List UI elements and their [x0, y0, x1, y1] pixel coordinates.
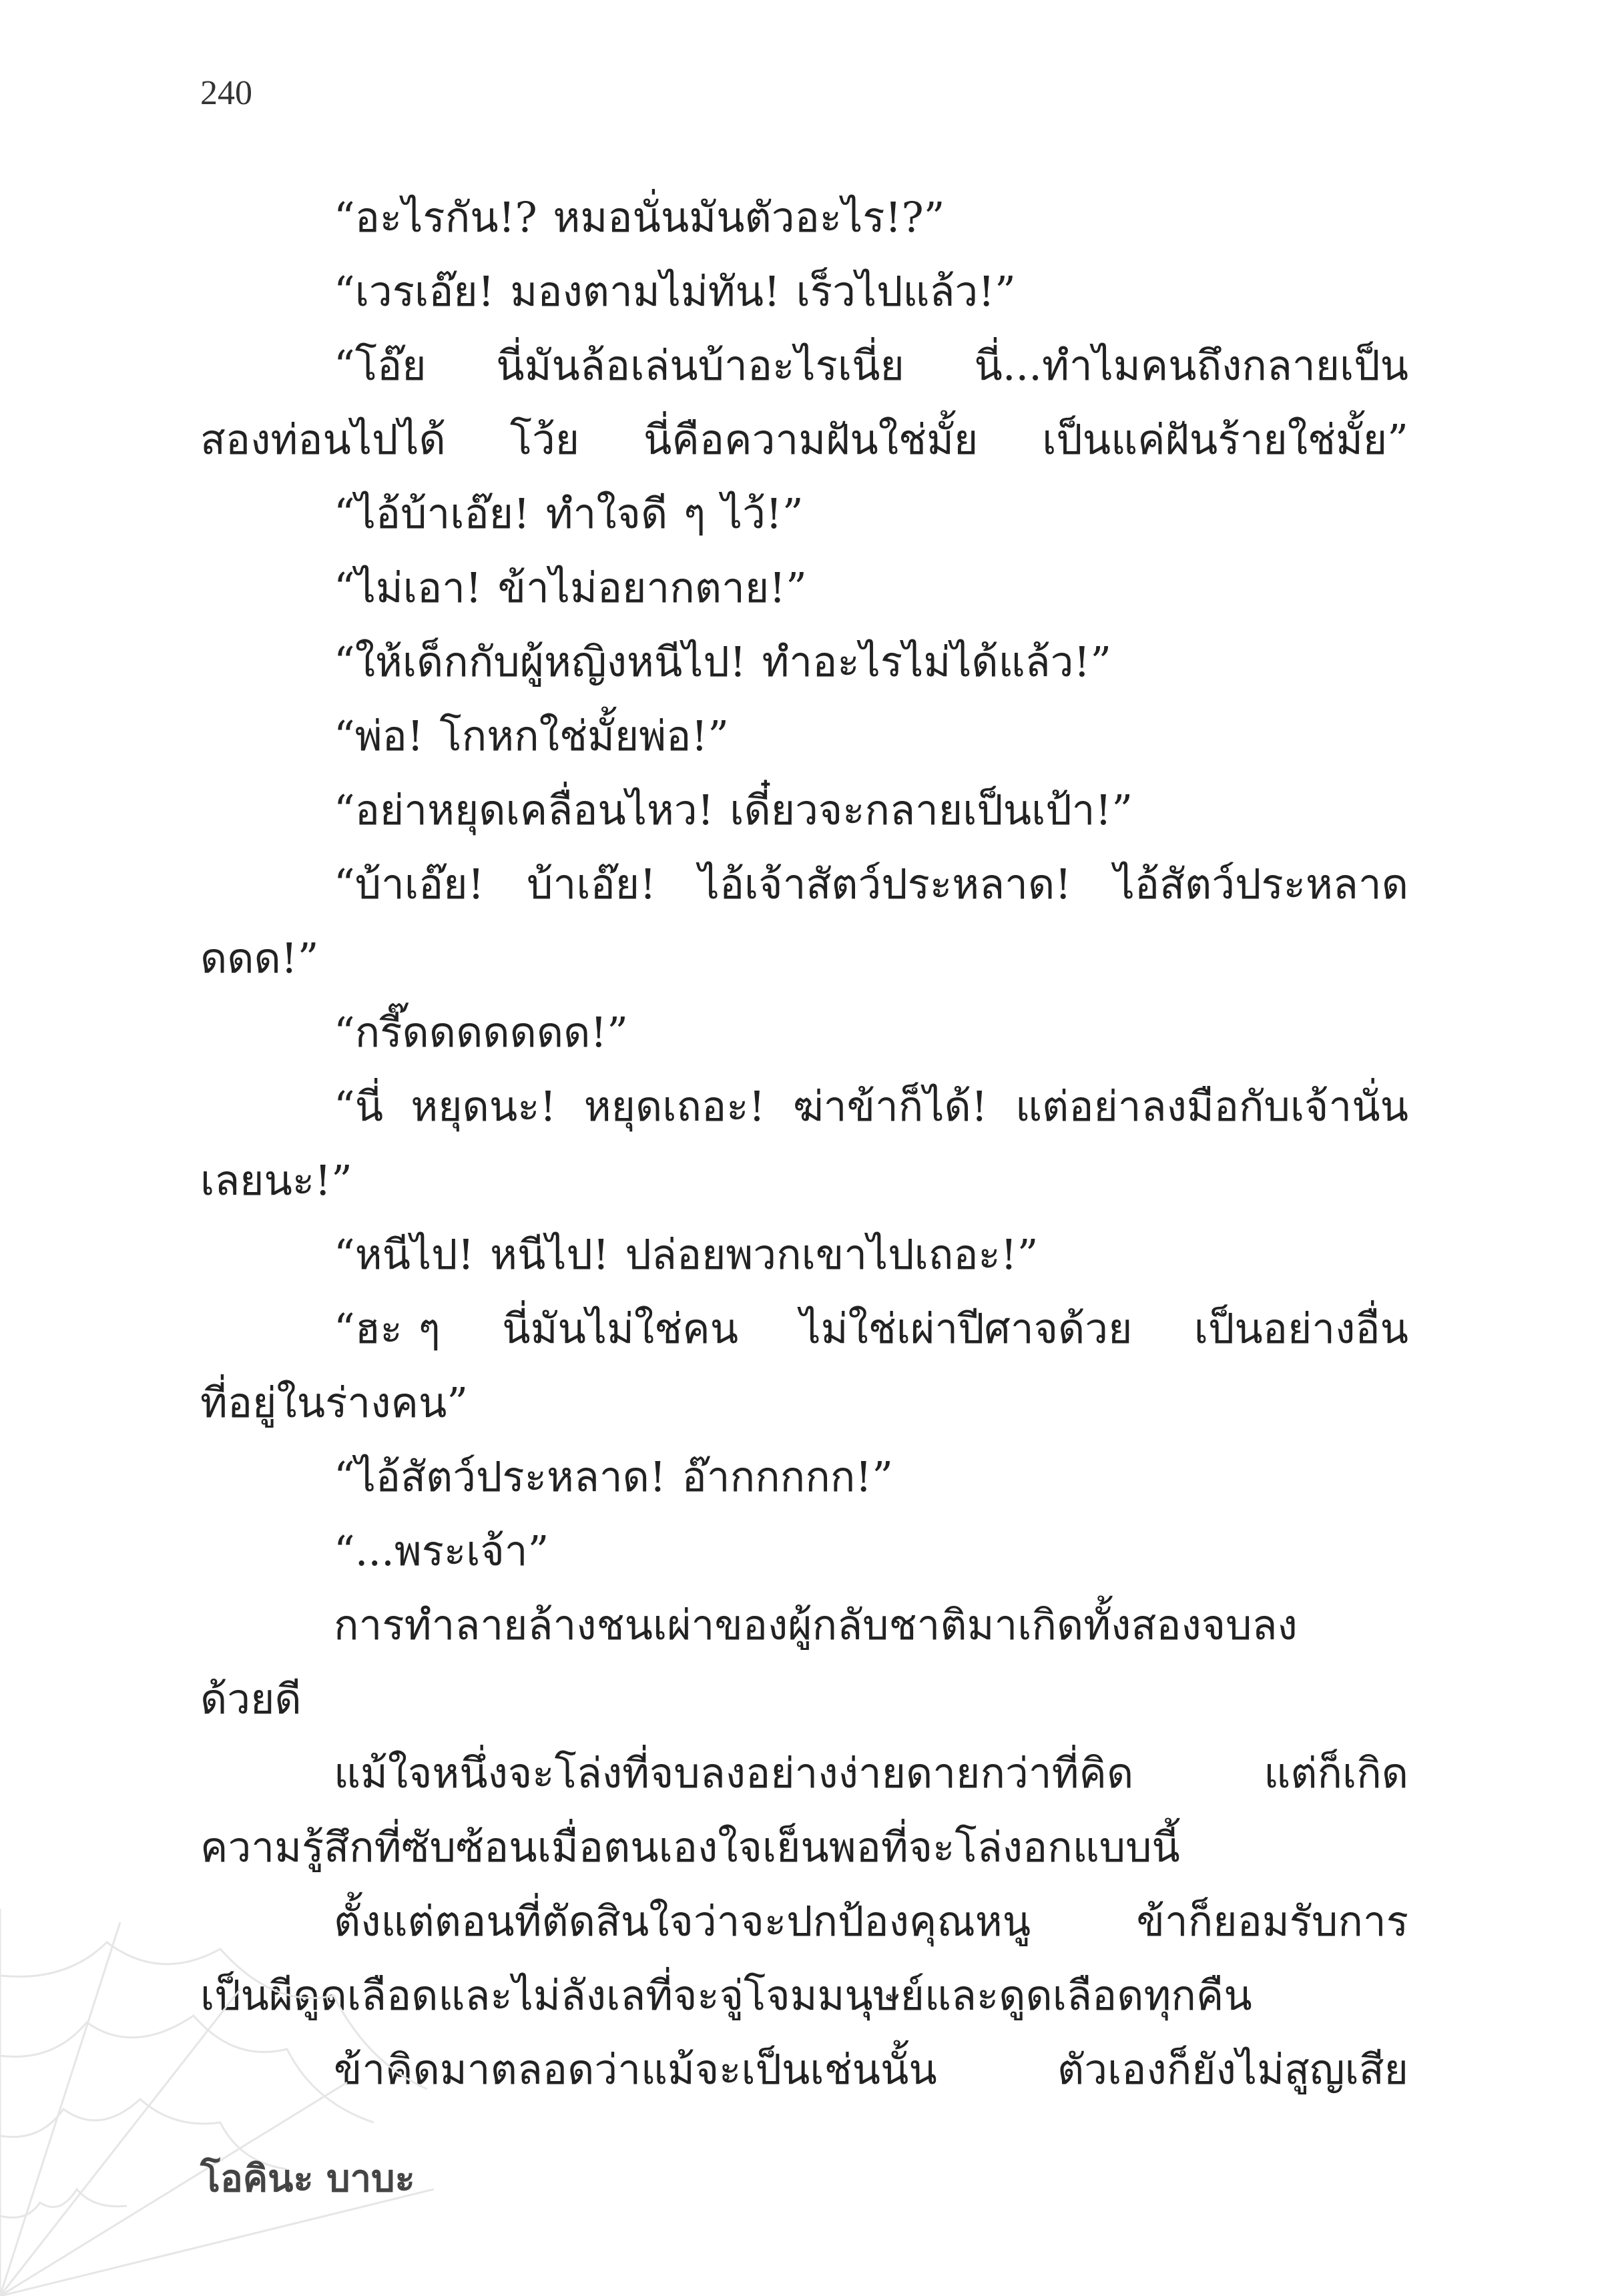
text-line	[200, 328, 1408, 402]
text-line	[200, 477, 1408, 551]
text-line	[200, 921, 1408, 995]
author-name: โอคินะ บาบะ	[200, 2157, 415, 2201]
text-line-content: “ให้เด็กกับผู้หญิงหนีไป! ทำอะไรไม่ได้แล้ว!”	[334, 637, 1112, 686]
text-line	[200, 1069, 1408, 1143]
text-line	[200, 699, 1408, 773]
text-line-content: “ไม่เอา! ข้าไม่อยากตาย!”	[334, 563, 807, 612]
text-line	[200, 402, 1408, 477]
text-line-content: “อย่าหยุดเคลื่อนไหว! เดี๋ยวจะกลายเป็นเป้า!”	[334, 786, 1133, 834]
text-line-content: ดดด!”	[200, 934, 319, 982]
body-text	[200, 180, 1408, 2106]
text-line	[200, 1440, 1408, 1514]
text-line	[200, 551, 1408, 625]
text-line-content: “ฮะ ๆ นี่มันไม่ใช่คน ไม่ใช่เผ่าปีศาจด้วย เป็นอย่างอื่น	[334, 1304, 1408, 1353]
text-line	[200, 773, 1408, 847]
text-line-content: “ไอ้บ้าเอ๊ย! ทำใจดี ๆ ไว้!”	[334, 489, 804, 538]
text-line-content: “นี่ หยุดนะ! หยุดเถอะ! ฆ่าข้าก็ได้! แต่อย่าลงมือกับเจ้านั่น	[334, 1082, 1408, 1131]
text-line	[200, 847, 1408, 921]
text-line-content: ด้วยดี	[200, 1675, 302, 1723]
text-line	[200, 995, 1408, 1069]
text-line	[200, 1662, 1408, 1736]
text-line-content: ข้าคิดมาตลอดว่าแม้จะเป็นเช่นนั้น ตัวเองก็ยังไม่สูญเสีย	[334, 2045, 1408, 2094]
text-line-content: “กรี๊ดดดดดดด!”	[334, 1008, 628, 1057]
text-line	[200, 1143, 1408, 1217]
text-line	[200, 1810, 1408, 1884]
text-line-content: “พ่อ! โกหกใช่มั้ยพ่อ!”	[334, 711, 729, 760]
text-line	[200, 1217, 1408, 1292]
text-line-content: แม้ใจหนึ่งจะโล่งที่จบลงอย่างง่ายดายกว่าที่คิด แต่ก็เกิด	[334, 1749, 1408, 1797]
page-number: 240	[200, 74, 252, 112]
text-line-content: สองท่อนไปได้ โว้ย นี่คือความฝันใช่มั้ย เป็นแค่ฝันร้ายใช่มั้ย”	[200, 415, 1408, 464]
text-line	[200, 625, 1408, 699]
text-line-content: เป็นผีดูดเลือดและไม่ลังเลที่จะจู่โจมมนุษย์และดูดเลือดทุกคืน	[200, 1971, 1252, 2020]
text-line	[200, 254, 1408, 328]
text-line	[200, 1514, 1408, 1588]
text-line-content: “...พระเจ้า”	[334, 1526, 549, 1575]
text-line-content: ที่อยู่ในร่างคน”	[200, 1378, 469, 1427]
text-line-content: “ไอ้สัตว์ประหลาด! อ๊ากกกกก!”	[334, 1452, 893, 1501]
text-line-content: “อะไรกัน!? หมอนั่นมันตัวอะไร!?”	[334, 193, 945, 242]
text-line-content: ตั้งแต่ตอนที่ตัดสินใจว่าจะปกป้องคุณหนู ข้าก็ยอมรับการ	[334, 1897, 1408, 1946]
text-line-content: เลยนะ!”	[200, 1156, 352, 1205]
text-line-content: “โอ๊ย นี่มันล้อเล่นบ้าอะไรเนี่ย นี่...ทำไมคนถึงกลายเป็น	[334, 341, 1408, 390]
text-line	[200, 1292, 1408, 1366]
text-line-content: การทำลายล้างชนเผ่าของผู้กลับชาติมาเกิดทั้งสองจบลง	[334, 1601, 1298, 1649]
spiderweb-decoration	[0, 1909, 467, 2296]
text-line-content: “หนีไป! หนีไป! ปล่อยพวกเขาไปเถอะ!”	[334, 1230, 1039, 1279]
text-line-content: “บ้าเอ๊ย! บ้าเอ๊ย! ไอ้เจ้าสัตว์ประหลาด! ไอ้สัตว์ประหลาด	[334, 860, 1408, 908]
text-line	[200, 1366, 1408, 1440]
text-line	[200, 1736, 1408, 1810]
text-line	[200, 180, 1408, 254]
text-line-content: “เวรเอ๊ย! มองตามไม่ทัน! เร็วไปแล้ว!”	[334, 267, 1016, 316]
text-line-content: ความรู้สึกที่ซับซ้อนเมื่อตนเองใจเย็นพอที่จะโล่งอกแบบนี้	[200, 1823, 1180, 1872]
text-line	[200, 1588, 1408, 1662]
